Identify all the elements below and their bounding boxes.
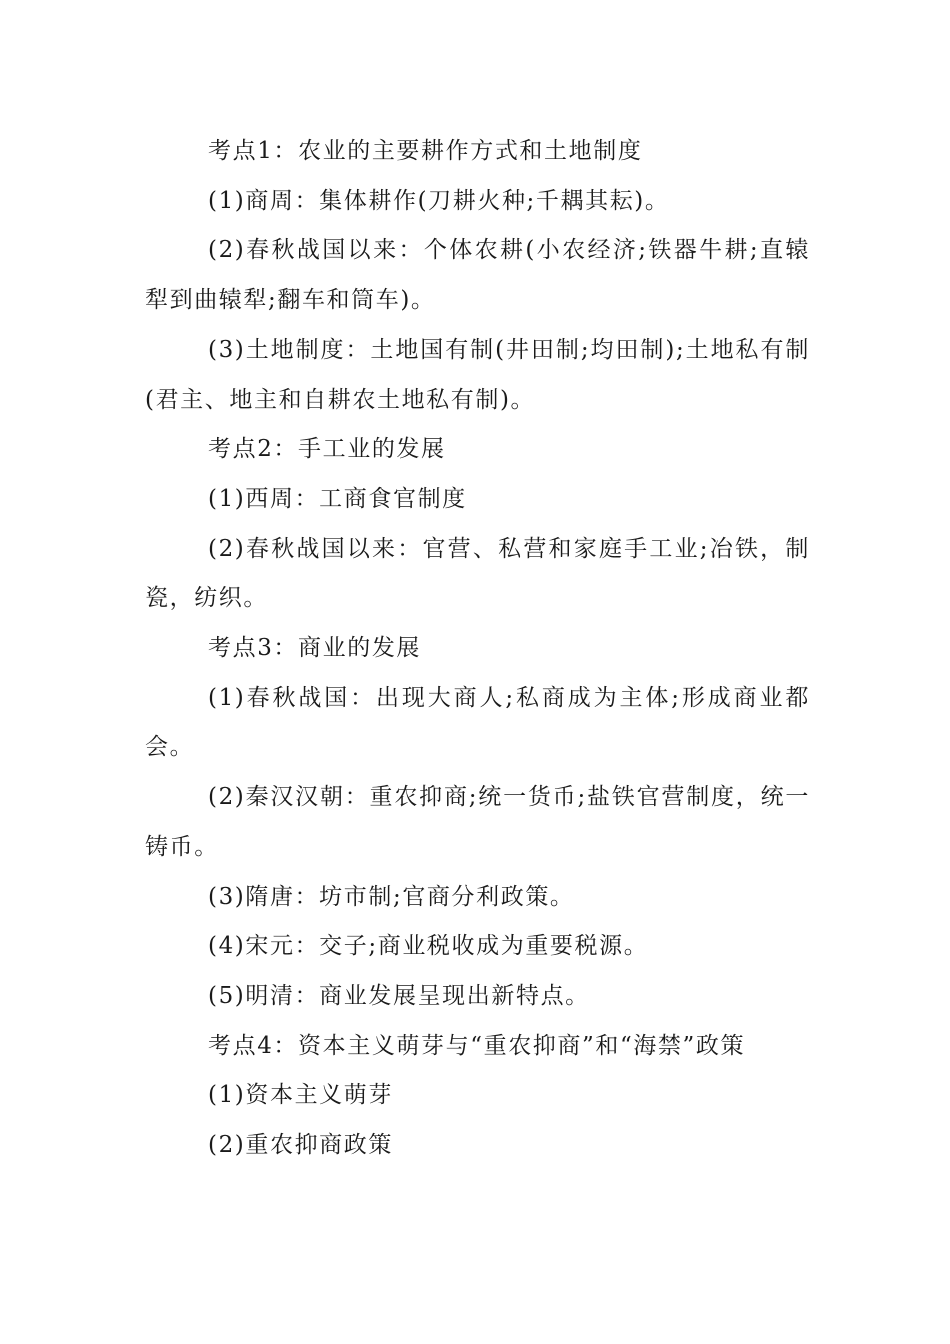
section-heading-3: 考点3：商业的发展 [208,635,422,662]
paragraph: (3)隋唐：坊市制;官商分利政策。 [208,883,575,910]
section-heading-2: 考点2：手工业的发展 [208,436,446,463]
paragraph: (5)明清：商业发展呈现出新特点。 [208,982,590,1009]
paragraph: (2)重农抑商政策 [208,1132,393,1159]
paragraph: (1)春秋战国：出现大商人;私商成为主体;形成商业都会。 [145,684,810,761]
paragraph: (1)资本主义萌芽 [208,1082,393,1109]
document-body [145,127,810,1171]
paragraph: (2)春秋战国以来：官营、私营和家庭手工业;冶铁，制瓷，纺织。 [145,535,810,612]
paragraph: (1)商周：集体耕作(刀耕火种;千耦其耘)。 [208,187,670,214]
paragraph: (2)秦汉汉朝：重农抑商;统一货币;盐铁官营制度，统一铸币。 [145,784,810,860]
section-heading-4: 考点4：资本主义萌芽与“重农抑商”和“海禁”政策 [208,1032,746,1059]
paragraph: (4)宋元：交子;商业税收成为重要税源。 [208,933,649,960]
section-heading-1: 考点1：农业的主要耕作方式和土地制度 [208,138,643,164]
paragraph: (2)春秋战国以来：个体农耕(小农经济;铁器牛耕;直辕犁到曲辕犁;翻车和筒车)。 [145,237,810,314]
paragraph: (1)西周：工商食官制度 [208,485,467,512]
paragraph: (3)土地制度：土地国有制(井田制;均田制);土地私有制(君主、地主和自耕农土地私有制)。 [145,336,810,413]
